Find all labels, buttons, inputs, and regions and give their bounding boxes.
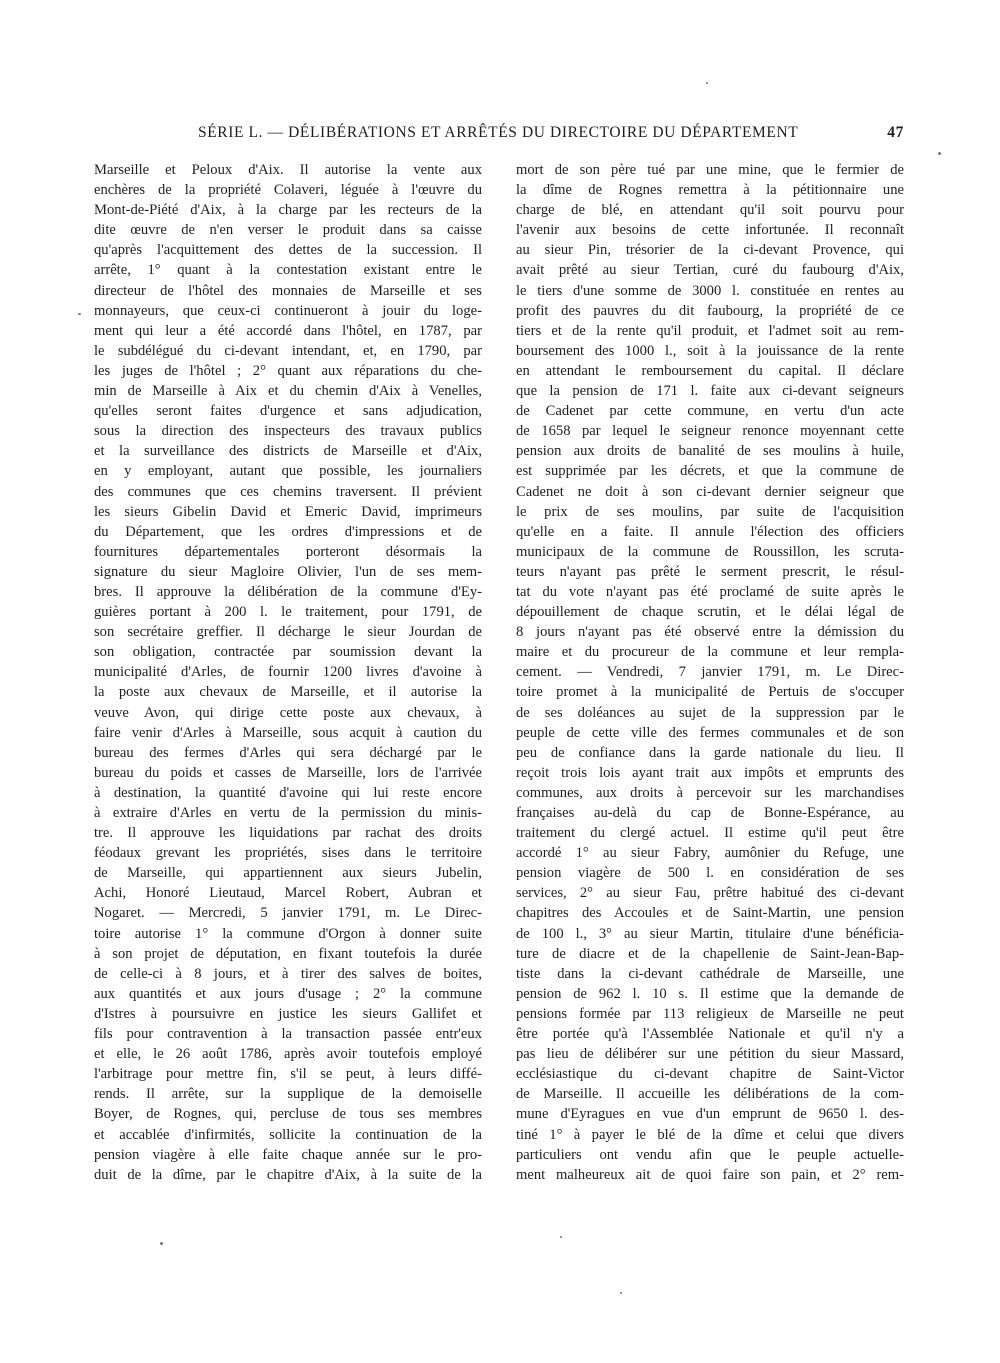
text-line: qu'elle en a faite. Il annule l'élection des officiers <box>516 523 904 540</box>
text-line: son secrétaire greffier. Il décharge le sieur Jourdan de <box>94 624 482 641</box>
text-line: signature du sieur Magloire Olivier, l'un de ses mem- <box>94 563 482 580</box>
right-text-column <box>516 160 904 1185</box>
text-line: à son projet de députation, en fixant toutefois la durée <box>94 945 482 962</box>
text-line: duit de la dîme, par le chapitre d'Aix, à la suite de la <box>94 1166 482 1183</box>
text-line: directeur de l'hôtel des monnaies de Marseille et ses <box>94 282 482 299</box>
text-line: sous la direction des inspecteurs des travaux publics <box>94 423 482 440</box>
text-line: que la pension de 171 l. faite aux ci-devant seigneurs <box>516 383 904 400</box>
text-line: en attendant le remboursement du capital. Il déclare <box>516 362 904 379</box>
text-line: bureau du poids et casses de Marseille, lors de l'arrivée <box>94 764 482 781</box>
text-line: fournitures départementales porteront désormais la <box>94 543 482 560</box>
text-line: les sieurs Gibelin David et Emeric David, imprimeurs <box>94 503 482 520</box>
text-line: être portée qu'à l'Assemblée Nationale et qu'il n'y a <box>516 1026 904 1043</box>
text-line: pension viagère de 500 l. en considération de ses <box>516 865 904 882</box>
text-line: Achi, Honoré Lieutaud, Marcel Robert, Aubran et <box>94 885 482 902</box>
text-line: teurs n'ayant pas prêté le serment prescrit, le résul- <box>516 563 904 580</box>
text-line: des communes que ces chemins traversent. Il prévient <box>94 483 482 500</box>
text-line: cement. — Vendredi, 7 janvier 1791, m. Le Direc- <box>516 664 904 681</box>
text-line: Marseille et Peloux d'Aix. Il autorise la vente aux <box>94 162 482 178</box>
text-line: traitement du clergé actuel. Il estime qu'il peut être <box>516 825 904 842</box>
text-line: Nogaret. — Mercredi, 5 janvier 1791, m. Le Direc- <box>94 905 482 922</box>
text-line: enchères de la propriété Colaveri, léguée à l'œuvre du <box>94 182 482 199</box>
scan-speck <box>78 313 81 315</box>
text-line: Mont-de-Piété d'Aix, à la charge par les recteurs de la <box>94 202 482 219</box>
text-line: profit des pauvres du dit faubourg, la propriété de ce <box>516 302 904 319</box>
running-title: SÉRIE L. — DÉLIBÉRATIONS ET ARRÊTÉS DU DIRECTOIRE DU DÉPARTEMENT <box>198 124 799 141</box>
text-line: toire autorise 1° la commune d'Orgon à donner suite <box>94 925 482 942</box>
text-line: avait prêté au sieur Tertian, curé du faubourg d'Aix, <box>516 262 904 279</box>
text-line: de 1658 par lequel le seigneur renonce moyennant cette <box>516 423 904 440</box>
text-line: particuliers ont vendu afin que le peuple actuelle- <box>516 1146 904 1163</box>
text-line: Cadenet ne doit à son ci-devant dernier seigneur que <box>516 483 904 500</box>
text-line: tiné 1° à payer le blé de la dîme et celui que divers <box>516 1126 904 1143</box>
text-line: tre. Il approuve les liquidations par rachat des droits <box>94 825 482 842</box>
text-line: le subdélégué du ci-devant intendant, et, en 1790, par <box>94 342 482 359</box>
text-line: min de Marseille à Aix et du chemin d'Aix à Venelles, <box>94 383 482 400</box>
text-line: ment malheureux ait de quoi faire son pain, et 2° rem- <box>516 1166 904 1183</box>
text-line: et accablée d'infirmités, sollicite la continuation de la <box>94 1126 482 1143</box>
text-line: municipalité d'Arles, de fournir 1200 livres d'avoine à <box>94 664 482 681</box>
text-line: arrête, 1° quant à la contestation existant entre le <box>94 262 482 279</box>
text-line: peuple de cette ville des fermes communales et de son <box>516 724 904 741</box>
text-line: de 100 l., 3° au sieur Martin, titulaire d'une bénéficia- <box>516 925 904 942</box>
text-line: ment qui leur a été accordé dans l'hôtel, en 1787, par <box>94 322 482 339</box>
running-header <box>150 124 910 150</box>
text-line: peu de confiance dans la garde nationale du lieu. Il <box>516 744 904 761</box>
text-line: au sieur Pin, trésorier de la ci-devant Provence, qui <box>516 242 904 259</box>
text-line: municipaux de la commune de Roussillon, les scruta- <box>516 543 904 560</box>
text-line: d'Istres à poursuivre en justice les sieurs Gallifet et <box>94 1005 482 1022</box>
text-line: boursement des 1000 l., soit à la jouissance de la rente <box>516 342 904 359</box>
text-line: et elle, le 26 août 1786, après avoir toutefois employé <box>94 1046 482 1063</box>
text-line: françaises au-delà du cap de Bonne-Espérance, au <box>516 805 904 821</box>
text-line: qu'après l'acquittement des dettes de la succession. Il <box>94 242 482 259</box>
scan-speck <box>706 82 708 84</box>
text-line: pensions formée par 113 religieux de Marseille ne peut <box>516 1005 904 1022</box>
text-line: dépouillement de chaque scrutin, et le délai légal de <box>516 604 904 621</box>
text-line: pas lieu de délibérer sur une pétition du sieur Massard, <box>516 1046 904 1063</box>
text-line: féodaux grevant les propriétés, sises dans le territoire <box>94 845 482 862</box>
text-line: l'avenir aux besoins de cette infortunée. Il reconnaît <box>516 222 904 239</box>
text-line: tiers et de la rente qu'il produit, et l'admet soit au rem- <box>516 322 904 339</box>
text-line: tat du vote n'ayant pas été proclamé de suite après le <box>516 583 904 600</box>
text-line: faire venir d'Arles à Marseille, sous acquit à caution du <box>94 724 482 741</box>
text-line: communes, aux droits à percevoir sur les marchandises <box>516 784 904 801</box>
scan-speck <box>160 1242 163 1245</box>
scan-speck <box>560 1236 562 1238</box>
text-line: dite œuvre de n'en verser le produit dans sa caisse <box>94 222 482 239</box>
text-line: pension viagère à elle faite chaque année sur le pro- <box>94 1146 482 1163</box>
text-line: bureau des fermes d'Arles qui sera déchargé par le <box>94 744 482 761</box>
text-line: services, 2° au sieur Fau, prêtre habitué des ci-devant <box>516 885 904 902</box>
text-line: le prix de ses moulins, par suite de l'acquisition <box>516 503 904 520</box>
text-line: le tiers d'une somme de 3000 l. constituée en rentes au <box>516 282 904 299</box>
text-line: guières portant à 200 l. le traitement, pour 1791, de <box>94 604 482 621</box>
text-line: qu'elles seront faites d'urgence et sans adjudication, <box>94 403 482 420</box>
text-line: de Marseille. Il accueille les délibérations de la com- <box>516 1086 904 1103</box>
text-line: tiste dans la ci-devant cathédrale de Marseille, une <box>516 965 904 982</box>
text-line: fils pour contravention à la transaction passée entr'eux <box>94 1026 482 1043</box>
text-line: mune d'Eyragues en vue d'un emprunt de 9650 l. des- <box>516 1106 904 1123</box>
text-line: mort de son père tué par une mine, que le fermier de <box>516 162 904 178</box>
text-line: monnayeurs, que ceux-ci continueront à jouir du loge- <box>94 302 482 319</box>
text-line: à extraire d'Arles en vertu de la permission du minis- <box>94 805 482 821</box>
text-line: charge de blé, en attendant qu'il soit pourvu pour <box>516 202 904 219</box>
text-line: et la surveillance des districts de Marseille et d'Aix, <box>94 443 482 460</box>
text-line: l'arbitrage pour mettre fin, s'il se peut, à leurs diffé- <box>94 1066 482 1083</box>
scan-speck <box>938 152 941 155</box>
text-line: du Département, que les ordres d'impressions et de <box>94 523 482 540</box>
text-line: ture de diacre et de la chapellenie de Saint-Jean-Bap- <box>516 945 904 962</box>
text-line: pension aux droits de banalité de ses moulins à huile, <box>516 443 904 460</box>
text-line: accordé 1° au sieur Fabry, aumônier du Refuge, une <box>516 845 904 862</box>
text-line: de celle-ci à 8 jours, et à tirer des salves de boites, <box>94 965 482 982</box>
text-line: de Marseille, qui appartiennent aux sieurs Jubelin, <box>94 865 482 882</box>
text-line: maire et du procureur de la commune et leur rempla- <box>516 644 904 661</box>
text-line: ecclésiastique du ci-devant chapitre de Saint-Victor <box>516 1066 904 1083</box>
text-line: en y employant, autant que possible, les journaliers <box>94 463 482 480</box>
page-number: 47 <box>887 124 904 141</box>
text-line: est supprimée par les décrets, et que la commune de <box>516 463 904 480</box>
text-line: la dîme de Rognes remettra à la pétitionnaire une <box>516 182 904 199</box>
text-line: 8 jours n'ayant pas été observé entre la démission du <box>516 624 904 641</box>
scan-speck <box>620 1292 622 1294</box>
text-line: Boyer, de Rognes, qui, percluse de tous ses membres <box>94 1106 482 1123</box>
text-line: la poste aux chevaux de Marseille, et il autorise la <box>94 684 482 701</box>
text-line: toire promet à la municipalité de Pertuis de s'occuper <box>516 684 904 701</box>
text-line: de Cadenet par cette commune, en vertu d'un acte <box>516 403 904 420</box>
text-line: les juges de l'hôtel ; 2° quant aux réparations du che- <box>94 362 482 379</box>
text-line: bres. Il approuve la délibération de la commune d'Ey- <box>94 583 482 600</box>
text-line: chapitres des Accoules et de Saint-Martin, une pension <box>516 905 904 922</box>
text-line: reçoit trois lois ayant trait aux impôts et emprunts des <box>516 764 904 781</box>
text-line: rends. Il arrête, sur la supplique de la demoiselle <box>94 1086 482 1103</box>
text-line: à destination, la quantité d'avoine qui lui reste encore <box>94 784 482 801</box>
text-line: de ses doléances au sujet de la suppression par le <box>516 704 904 721</box>
text-line: pension de 962 l. 10 s. Il estime que la demande de <box>516 985 904 1002</box>
text-line: son obligation, contractée par soumission devant la <box>94 644 482 661</box>
text-line: aux quantités et aux jours d'usage ; 2° la commune <box>94 985 482 1002</box>
left-text-column <box>94 160 482 1185</box>
text-line: veuve Avon, qui dirige cette poste aux chevaux, à <box>94 704 482 721</box>
